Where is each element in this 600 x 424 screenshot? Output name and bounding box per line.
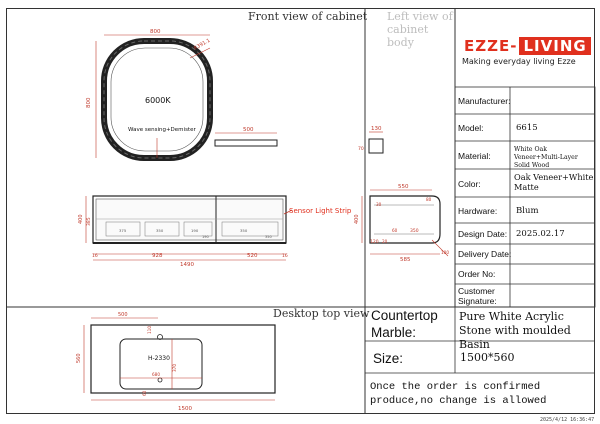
design-date-value: 2025.02.17 [516, 229, 565, 239]
cabinet-edge-left-dim: 16 [92, 254, 98, 259]
hardware-label: Hardware: [458, 206, 498, 216]
logo-brand-part-a: EZZE- [464, 37, 518, 55]
model-value: 6615 [516, 123, 538, 133]
logo-brand-part-b: LIVING [519, 37, 590, 55]
drawer-label-3: 350 [240, 228, 248, 233]
top-offset-dim: 500 [118, 312, 128, 318]
side-small-dim-2: 80 [426, 197, 432, 202]
side-small-dim-4: 60 [392, 228, 398, 233]
cabinet-inner-height-dim: 385 [87, 217, 92, 226]
cabinet-right-width-dim: 520 [247, 253, 258, 259]
customer-signature-label: Customer Signature: [458, 286, 497, 306]
basin-model-label: H-2330 [148, 355, 170, 362]
top-edge-dim: 60 [142, 390, 147, 396]
logo-tagline: Making everyday living Ezze [462, 57, 576, 66]
model-label: Model: [458, 123, 484, 133]
brand-logo [462, 37, 591, 66]
order-change-note: Once the order is confirmed produce,no change is allowed [370, 381, 547, 407]
order-no-label: Order No: [458, 269, 496, 279]
side-inner-dim: 350 [410, 229, 419, 234]
manufacturer-label: Manufacturer: [458, 96, 511, 106]
side-small-dim-3: 30 [376, 202, 382, 207]
print-timestamp: 2025/4/12 16:36:47 [540, 417, 595, 423]
top-width-dim: 1500 [178, 406, 192, 412]
delivery-date-label: Delivery Date: [458, 249, 512, 259]
side-small-dim-5: 100 [441, 250, 449, 255]
drawer-label-4: 190 [202, 235, 209, 239]
side-small-dim-1: 20 [382, 239, 388, 244]
drawer-label-5: 350 [265, 235, 272, 239]
side-depth-bottom-dim: 585 [400, 257, 411, 263]
cabinet-total-width-dim: 1490 [180, 262, 194, 268]
mirror-depth-small-dim: 70 [358, 147, 364, 152]
size-value: 1500*560 [460, 351, 515, 364]
cabinet-left-width-dim: 928 [152, 253, 163, 259]
cabinet-height-dim: 400 [78, 214, 84, 224]
color-value: Oak Veneer+White Matte [514, 172, 594, 192]
material-value: White Oak Veneer+Multi-Layer Solid Wood [514, 146, 578, 169]
left-view-title: Left view of cabinet body [387, 10, 453, 49]
countertop-marble-label: Countertop Marble: [371, 308, 438, 340]
cabinet-edge-right-dim: 16 [282, 254, 288, 259]
mirror-depth-dim: 130 [371, 126, 382, 132]
side-height-dim: 400 [354, 214, 360, 224]
front-view-title: Front view of cabinet [248, 10, 368, 23]
color-label: Color: [458, 179, 481, 189]
hardware-value: Blum [516, 206, 539, 216]
side-depth-top-dim: 550 [398, 184, 409, 190]
top-hole-dim: 110 [147, 326, 152, 334]
mirror-height-dim: 800 [86, 97, 92, 108]
countertop-marble-value: Pure White Acrylic Stone with moulded Basin [459, 310, 571, 351]
sensor-strip-label: Sensor Light Strip [289, 207, 352, 215]
mirror-feature-label: Wave sensing+Demister [128, 127, 196, 133]
mirror-width-dim: 800 [150, 29, 161, 35]
material-label: Material: [458, 151, 491, 161]
drawer-label-2: 190 [191, 228, 199, 233]
top-basin-depth-dim: 370 [172, 364, 177, 372]
drawer-label-0: 375 [119, 228, 127, 233]
top-basin-width-dim: 680 [152, 372, 160, 377]
design-date-label: Design Date: [458, 229, 508, 239]
mirror-side-width-dim: 500 [243, 127, 254, 133]
desktop-view-title: Desktop top view [273, 307, 370, 320]
top-depth-dim: 560 [76, 353, 82, 363]
mirror-radius-dim: R391.1 [193, 37, 212, 52]
drawer-label-1: 350 [156, 228, 164, 233]
side-small-dim-0: 120 [370, 240, 379, 245]
mirror-light-label: 6000K [145, 96, 171, 105]
size-label: Size: [373, 351, 404, 366]
